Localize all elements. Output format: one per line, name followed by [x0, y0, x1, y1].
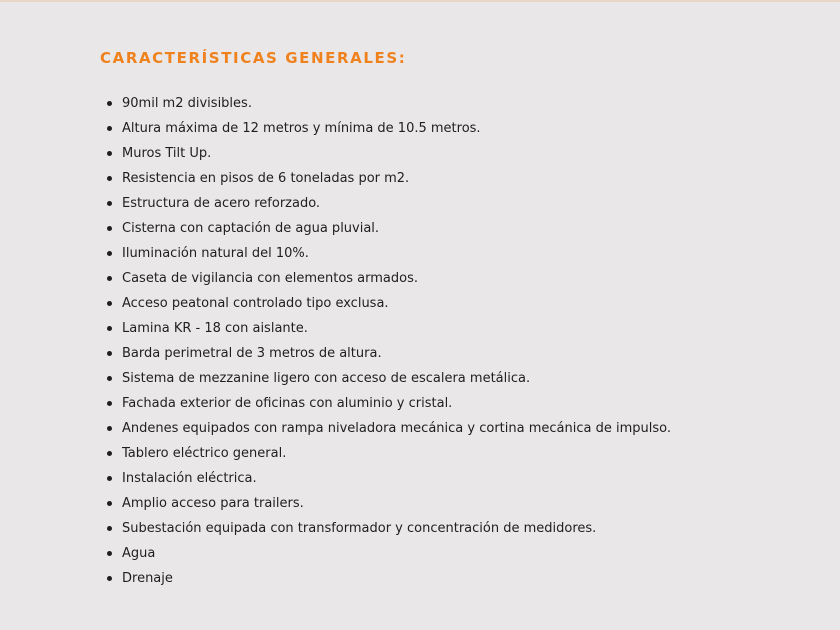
bullet-icon	[107, 151, 112, 156]
bullet-icon	[107, 276, 112, 281]
list-item	[100, 441, 800, 466]
bullet-icon	[107, 551, 112, 556]
bullet-icon	[107, 326, 112, 331]
list-item-text: 90mil m2 divisibles.	[122, 96, 252, 111]
list-item-text: Muros Tilt Up.	[122, 146, 212, 161]
list-item-text: Iluminación natural del 10%.	[122, 246, 309, 261]
list-item-text: Instalación eléctrica.	[122, 471, 257, 486]
list-item	[100, 366, 800, 391]
list-item	[100, 166, 800, 191]
bullet-icon	[107, 351, 112, 356]
list-item	[100, 266, 800, 291]
list-item-text: Estructura de acero reforzado.	[122, 196, 321, 211]
top-divider	[0, 0, 840, 2]
bullet-icon	[107, 451, 112, 456]
list-item-text: Amplio acceso para trailers.	[122, 496, 304, 511]
bullet-icon	[107, 101, 112, 106]
bullet-icon	[107, 376, 112, 381]
list-item	[100, 116, 800, 141]
list-item	[100, 91, 800, 116]
list-item	[100, 141, 800, 166]
list-item	[100, 566, 800, 591]
list-item-text: Acceso peatonal controlado tipo exclusa.	[122, 296, 389, 311]
list-item-text: Subestación equipada con transformador y concentración de medidores.	[122, 521, 597, 536]
list-item-text: Fachada exterior de oficinas con aluminio y cristal.	[122, 396, 453, 411]
list-item	[100, 291, 800, 316]
bullet-icon	[107, 201, 112, 206]
list-item-text: Resistencia en pisos de 6 toneladas por m2.	[122, 171, 410, 186]
list-item-text: Agua	[122, 546, 156, 561]
bullet-icon	[107, 526, 112, 531]
bullet-icon	[107, 301, 112, 306]
bullet-icon	[107, 476, 112, 481]
bullet-icon	[107, 501, 112, 506]
list-item-text: Cisterna con captación de agua pluvial.	[122, 221, 380, 236]
bullet-icon	[107, 251, 112, 256]
list-item	[100, 216, 800, 241]
section-title: CARACTERÍSTICAS GENERALES:	[100, 49, 407, 67]
bullet-icon	[107, 176, 112, 181]
list-item	[100, 316, 800, 341]
bullet-icon	[107, 576, 112, 581]
general-features-section	[100, 48, 800, 591]
bullet-icon	[107, 126, 112, 131]
list-item	[100, 241, 800, 266]
list-item	[100, 516, 800, 541]
list-item-text: Andenes equipados con rampa niveladora mecánica y cortina mecánica de impulso.	[122, 421, 671, 436]
list-item-text: Caseta de vigilancia con elementos armados.	[122, 271, 418, 286]
list-item	[100, 491, 800, 516]
list-item	[100, 191, 800, 216]
list-item	[100, 416, 800, 441]
bullet-icon	[107, 226, 112, 231]
list-item	[100, 541, 800, 566]
list-item-text: Barda perimetral de 3 metros de altura.	[122, 346, 382, 361]
list-item-text: Altura máxima de 12 metros y mínima de 10.5 metros.	[122, 121, 481, 136]
bullet-icon	[107, 401, 112, 406]
bullet-icon	[107, 426, 112, 431]
list-item-text: Lamina KR - 18 con aislante.	[122, 321, 308, 336]
list-item-text: Sistema de mezzanine ligero con acceso de escalera metálica.	[122, 371, 531, 386]
features-list	[100, 91, 800, 591]
list-item	[100, 391, 800, 416]
list-item	[100, 466, 800, 491]
list-item-text: Drenaje	[122, 571, 173, 586]
list-item-text: Tablero eléctrico general.	[122, 446, 287, 461]
list-item	[100, 341, 800, 366]
